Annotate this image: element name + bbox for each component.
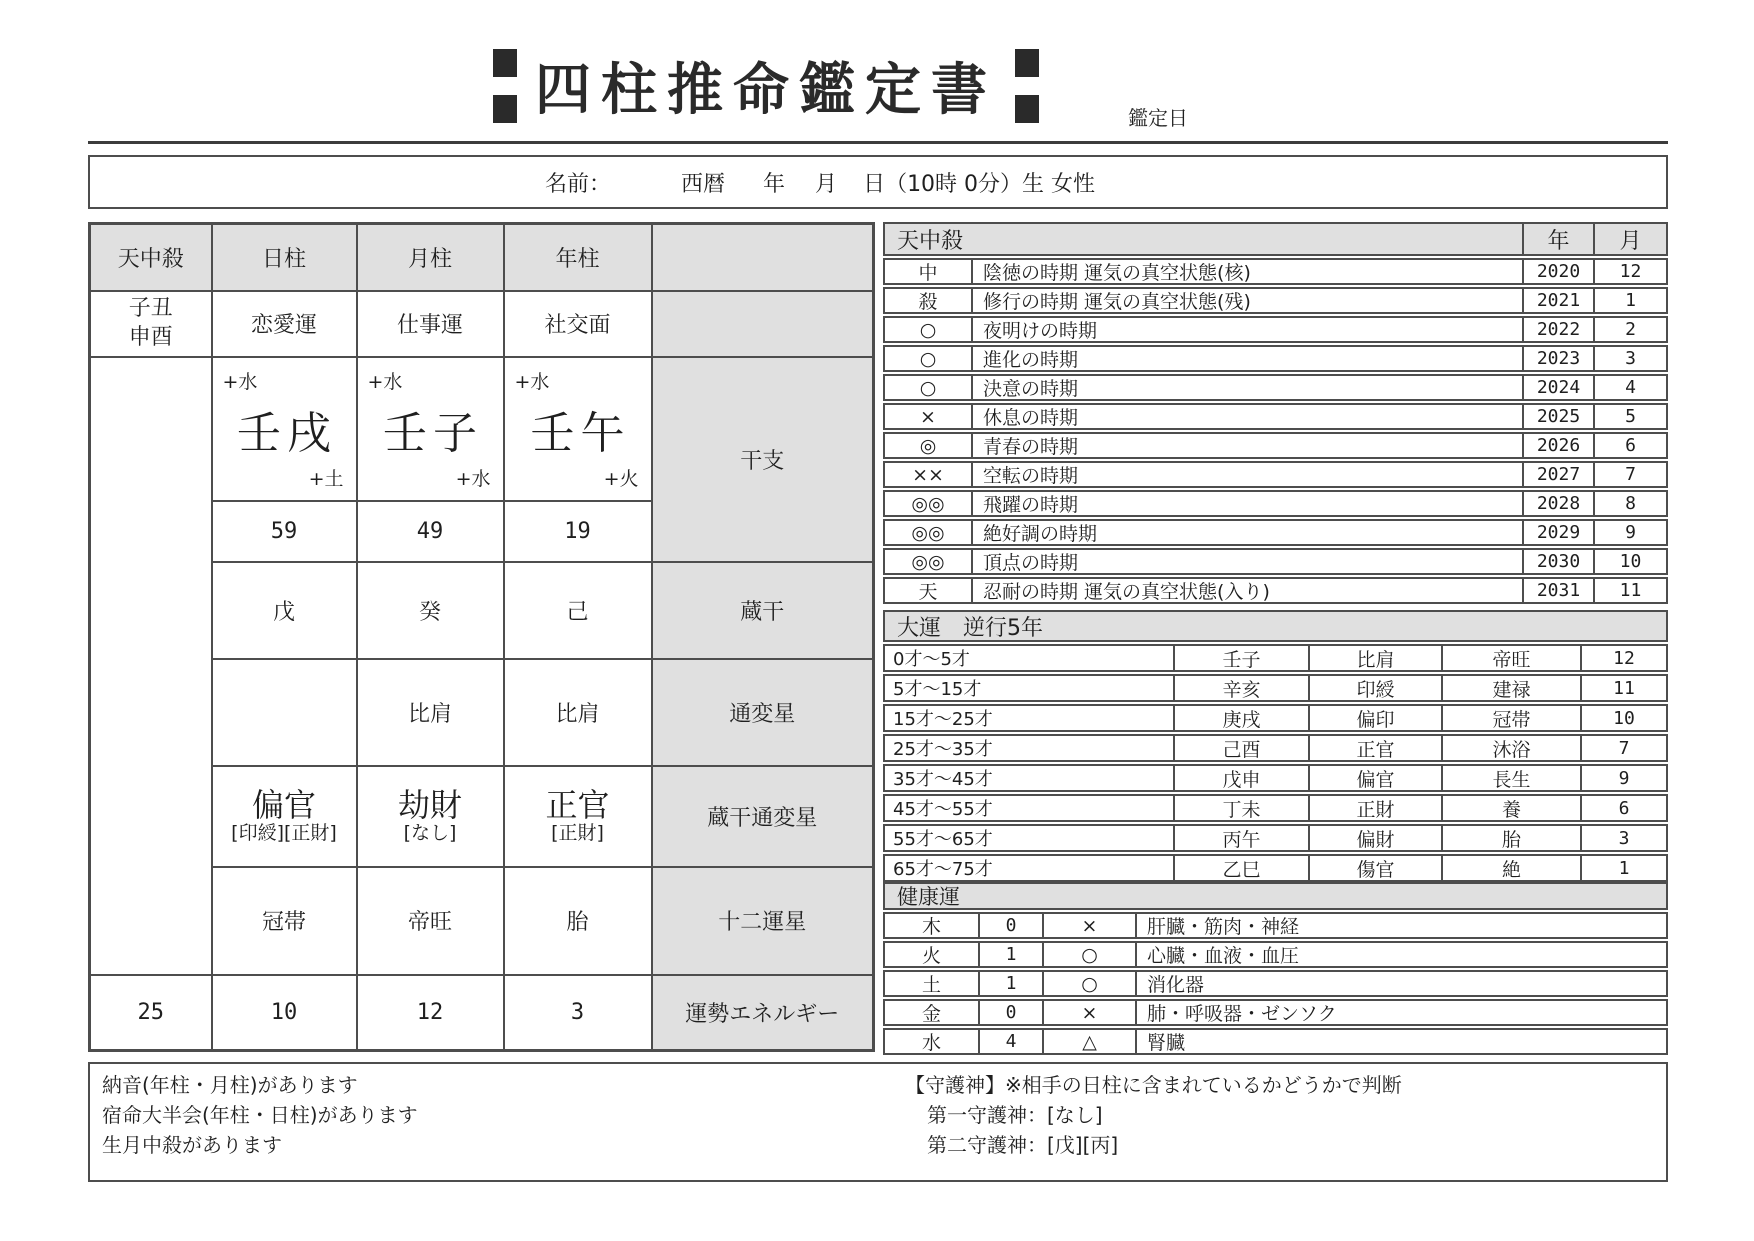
health-mark: ○: [1042, 972, 1135, 995]
zokan-tsuhensei-day-sub: [印綬][正財]: [231, 822, 337, 845]
daiun-age: 45才～55才: [893, 799, 993, 820]
health-element: 水: [921, 1032, 941, 1053]
forecast-desc: 夜明けの時期: [971, 318, 1522, 341]
daiun-kanshi: 丙午: [1173, 826, 1308, 850]
forecast-desc: 陰徳の時期 運気の真空状態(核): [971, 260, 1522, 283]
label-column-blank-header: [652, 224, 874, 291]
name-label: 名前：: [545, 171, 612, 197]
forecast-row: [883, 403, 1668, 430]
forecast-desc: 進化の時期: [971, 347, 1522, 370]
zokan-tsuhensei-month-main: 劫財: [397, 785, 462, 824]
health-row: [883, 1028, 1668, 1055]
element-bottom-month: +水: [455, 467, 491, 490]
daiun-kanshi: 庚戌: [1173, 706, 1308, 730]
element-top-year: +水: [514, 370, 550, 393]
forecast-row: [883, 345, 1668, 372]
forecast-month: 3: [1593, 347, 1666, 370]
forecast-mark: ◎◎: [911, 550, 945, 573]
row-label-kanshi: 干支: [652, 357, 874, 562]
col-header-tenchusatsu: 天中殺: [90, 224, 212, 291]
energy-row: [90, 975, 874, 1051]
forecast-row: [883, 287, 1668, 314]
daiun-energy: 12: [1580, 646, 1666, 670]
aspect-month: 仕事運: [357, 291, 504, 357]
forecast-year: 2025: [1522, 405, 1593, 428]
tsuhensei-day: [212, 659, 357, 766]
daiun-juni-unsei: 胎: [1441, 826, 1580, 850]
forecast-row: [883, 548, 1668, 575]
label-column-blank: [652, 291, 874, 357]
kanshi-day: 壬戌: [237, 407, 337, 459]
pillar-cell-month: [357, 357, 504, 501]
daiun-energy: 10: [1580, 706, 1666, 730]
guardian-note: 第二守護神：[戊][丙]: [927, 1133, 1119, 1157]
title-underline: [88, 141, 1668, 144]
health-row: [883, 941, 1668, 968]
daiun-tsuhensei: 偏印: [1308, 706, 1441, 730]
daiun-tsuhensei: 印綬: [1308, 676, 1441, 700]
footer-left-notes: [102, 1070, 418, 1160]
element-bottom-year: +火: [603, 467, 639, 490]
forecast-mark: ○: [919, 318, 937, 341]
health-mark: ×: [1042, 914, 1135, 937]
month-column-header: 月: [1593, 224, 1666, 254]
daiun-section-header: [883, 610, 1668, 642]
health-count: 1: [978, 972, 1042, 995]
health-count: 0: [978, 914, 1042, 937]
forecast-year: 2026: [1522, 434, 1593, 457]
daiun-tsuhensei: 偏財: [1308, 826, 1441, 850]
daiun-tsuhensei: 傷官: [1308, 856, 1441, 880]
daiun-age: 5才～15才: [893, 679, 982, 700]
tsuhensei-month: 比肩: [357, 659, 504, 766]
forecast-year: 2022: [1522, 318, 1593, 341]
page-title: 四柱推命鑑定書: [535, 58, 997, 123]
daiun-energy: 6: [1580, 796, 1666, 820]
tenchusatsu-value: [90, 291, 212, 357]
health-mark: △: [1042, 1030, 1135, 1053]
daiun-age: 25才～35才: [893, 739, 993, 760]
pillar-table: [88, 222, 875, 1052]
daiun-kanshi: 丁未: [1173, 796, 1308, 820]
month-label: 月: [815, 171, 838, 197]
forecast-row: [883, 577, 1668, 604]
forecast-row: [883, 519, 1668, 546]
daiun-row: [883, 674, 1668, 702]
zokan-tsuhensei-day-main: 偏官: [251, 785, 316, 824]
tenchusatsu-line2: 申酉: [128, 324, 173, 350]
forecast-month: 7: [1593, 463, 1666, 486]
pillar-cell-year: [504, 357, 652, 501]
daiun-juni-unsei: 絶: [1441, 856, 1580, 880]
forecast-year: 2023: [1522, 347, 1593, 370]
health-section-header: [883, 882, 1668, 910]
daiun-row: [883, 734, 1668, 762]
appraisal-date-label: 鑑定日: [1128, 106, 1188, 130]
element-bottom-day: +土: [308, 467, 344, 490]
row-label-energy: 運勢エネルギー: [652, 975, 874, 1051]
forecast-desc: 青春の時期: [971, 434, 1522, 457]
element-top-month: +水: [367, 370, 403, 393]
daiun-age: 35才～45才: [893, 769, 993, 790]
health-element: 火: [921, 945, 941, 966]
forecast-month: 4: [1593, 376, 1666, 399]
daiun-tsuhensei: 比肩: [1308, 646, 1441, 670]
row-label-zokan: 蔵干: [652, 562, 874, 659]
footer-note: 納音(年柱・月柱)があります: [102, 1073, 358, 1097]
forecast-month: 5: [1593, 405, 1666, 428]
kanshi-month: 壬子: [383, 407, 483, 459]
daiun-tsuhensei: 偏官: [1308, 766, 1441, 790]
health-organs: 肺・呼吸器・ゼンソク: [1135, 1001, 1666, 1024]
footer-note: 生月中殺があります: [102, 1133, 282, 1157]
zokan-day: 戊: [212, 562, 357, 659]
tenchusatsu-forecast-section: [883, 222, 1668, 606]
juni-unsei-day: 冠帯: [212, 867, 357, 975]
health-organs: 腎臓: [1135, 1030, 1666, 1053]
forecast-desc: 空転の時期: [971, 463, 1522, 486]
daiun-juni-unsei: 沐浴: [1441, 736, 1580, 760]
aspect-row: [90, 291, 874, 357]
daiun-row: [883, 854, 1668, 882]
juni-unsei-month: 帝旺: [357, 867, 504, 975]
forecast-row: [883, 490, 1668, 517]
zokan-tsuhensei-year: [504, 766, 652, 867]
forecast-mark: ○: [919, 347, 937, 370]
daiun-energy: 11: [1580, 676, 1666, 700]
zokan-tsuhensei-month: [357, 766, 504, 867]
health-organs: 消化器: [1135, 972, 1666, 995]
health-row: [883, 970, 1668, 997]
daiun-juni-unsei: 帝旺: [1441, 646, 1580, 670]
birth-rest-label: 日（10時 0分）生 女性: [863, 171, 1096, 197]
forecast-desc: 決意の時期: [971, 376, 1522, 399]
forecast-desc: 飛躍の時期: [971, 492, 1522, 515]
daiun-row: [883, 764, 1668, 792]
zokan-tsuhensei-month-sub: [なし]: [403, 822, 457, 845]
forecast-mark: ××: [912, 463, 944, 486]
daiun-juni-unsei: 冠帯: [1441, 706, 1580, 730]
pillar-cell-day: [212, 357, 357, 501]
footer-guardian-notes: [905, 1070, 1402, 1160]
daiun-tsuhensei: 正財: [1308, 796, 1441, 820]
health-count: 4: [978, 1030, 1042, 1053]
energy-day: 10: [212, 975, 357, 1051]
daiun-energy: 7: [1580, 736, 1666, 760]
forecast-mark: ◎◎: [911, 521, 945, 544]
kanshi-number-month: 49: [357, 501, 504, 562]
zokan-tsuhensei-day: [212, 766, 357, 867]
daiun-kanshi: 乙巳: [1173, 856, 1308, 880]
forecast-desc: 忍耐の時期 運気の真空状態(入り): [971, 579, 1522, 602]
forecast-year: 2024: [1522, 376, 1593, 399]
forecast-row: [883, 461, 1668, 488]
daiun-energy: 9: [1580, 766, 1666, 790]
daiun-juni-unsei: 長生: [1441, 766, 1580, 790]
tenchusatsu-line1: 子丑: [128, 295, 173, 321]
forecast-row: [883, 258, 1668, 285]
col-header-month-pillar: 月柱: [357, 224, 504, 291]
forecast-row: [883, 432, 1668, 459]
col-header-year-pillar: 年柱: [504, 224, 652, 291]
tenchusatsu-section-title: 天中殺: [897, 228, 964, 254]
row-label-juni-unsei: 十二運星: [652, 867, 874, 975]
daiun-row: [883, 824, 1668, 852]
tenchusatsu-section-header: [883, 222, 1668, 256]
forecast-mark: 天: [918, 581, 938, 602]
forecast-desc: 休息の時期: [971, 405, 1522, 428]
forecast-month: 9: [1593, 521, 1666, 544]
forecast-month: 12: [1593, 260, 1666, 283]
aspect-year: 社交面: [504, 291, 652, 357]
year-column-header: 年: [1522, 224, 1593, 254]
health-organs: 肝臓・筋肉・神経: [1135, 914, 1666, 937]
daiun-section-title: 大運 逆行5年: [897, 615, 1043, 641]
daiun-tsuhensei: 正官: [1308, 736, 1441, 760]
health-count: 1: [978, 943, 1042, 966]
kanshi-year: 壬午: [530, 407, 631, 459]
zokan-month: 癸: [357, 562, 504, 659]
forecast-year: 2028: [1522, 492, 1593, 515]
daiun-section: [883, 610, 1668, 884]
daiun-age: 55才～65才: [893, 829, 993, 850]
forecast-mark: ◎: [919, 434, 937, 457]
forecast-year: 2030: [1522, 550, 1593, 573]
health-row: [883, 912, 1668, 939]
document-title-row: [493, 46, 1039, 126]
tsuhensei-year: 比肩: [504, 659, 652, 766]
daiun-age: 65才～75才: [893, 859, 993, 880]
forecast-month: 1: [1593, 289, 1666, 312]
kanshi-row: [90, 357, 874, 501]
forecast-mark: ×: [920, 405, 936, 428]
daiun-age: 0才～5才: [893, 649, 970, 670]
forecast-month: 6: [1593, 434, 1666, 457]
energy-month: 12: [357, 975, 504, 1051]
forecast-year: 2029: [1522, 521, 1593, 544]
daiun-age: 15才～25才: [893, 709, 993, 730]
daiun-row: [883, 794, 1668, 822]
forecast-month: 10: [1593, 550, 1666, 573]
zokan-tsuhensei-year-main: 正官: [545, 785, 610, 824]
forecast-row: [883, 316, 1668, 343]
kanshi-number-day: 59: [212, 501, 357, 562]
forecast-month: 11: [1593, 579, 1666, 602]
daiun-kanshi: 戊申: [1173, 766, 1308, 790]
row-label-tsuhensei: 通変星: [652, 659, 874, 766]
daiun-energy: 1: [1580, 856, 1666, 880]
element-top-day: +水: [222, 370, 258, 393]
health-element: 金: [921, 1003, 941, 1024]
daiun-energy: 3: [1580, 826, 1666, 850]
zokan-tsuhensei-year-sub: [正財]: [551, 822, 604, 845]
row-label-zokan-tsuhensei: 蔵干通変星: [652, 766, 874, 867]
forecast-year: 2021: [1522, 289, 1593, 312]
kanshi-number-year: 19: [504, 501, 652, 562]
juni-unsei-year: 胎: [504, 867, 652, 975]
health-section: [883, 882, 1668, 1057]
footer-note: 宿命大半会(年柱・日柱)があります: [102, 1103, 418, 1127]
health-element: 木: [921, 916, 941, 937]
forecast-mark: 中: [918, 262, 938, 283]
forecast-year: 2027: [1522, 463, 1593, 486]
forecast-desc: 頂点の時期: [971, 550, 1522, 573]
forecast-year: 2020: [1522, 260, 1593, 283]
col-header-day-pillar: 日柱: [212, 224, 357, 291]
health-element: 土: [921, 974, 941, 995]
daiun-kanshi: 己酉: [1173, 736, 1308, 760]
zokan-year: 己: [504, 562, 652, 659]
guardian-note: 【守護神】※相手の日柱に含まれているかどうかで判断: [905, 1073, 1402, 1097]
forecast-month: 2: [1593, 318, 1666, 341]
energy-year: 3: [504, 975, 652, 1051]
daiun-row: [883, 644, 1668, 672]
daiun-juni-unsei: 養: [1441, 796, 1580, 820]
daiun-juni-unsei: 建禄: [1441, 676, 1580, 700]
title-decoration-squares-right-icon: [1015, 49, 1039, 123]
tenchusatsu-empty-cell: [90, 357, 212, 975]
pillar-table-header-row: [90, 224, 874, 291]
health-mark: ○: [1042, 943, 1135, 966]
health-organs: 心臓・血液・血圧: [1135, 943, 1666, 966]
forecast-year: 2031: [1522, 579, 1593, 602]
year-label: 年: [763, 171, 786, 197]
forecast-mark: ◎◎: [911, 492, 945, 515]
calendar-label: 西暦: [681, 171, 726, 197]
forecast-month: 8: [1593, 492, 1666, 515]
forecast-desc: 絶好調の時期: [971, 521, 1522, 544]
forecast-mark: 殺: [918, 291, 938, 312]
health-section-title: 健康運: [897, 885, 960, 909]
aspect-day: 恋愛運: [212, 291, 357, 357]
name-bar: [88, 155, 1668, 209]
health-row: [883, 999, 1668, 1026]
title-decoration-squares-left-icon: [493, 49, 517, 123]
guardian-note: 第一守護神：[なし]: [927, 1103, 1103, 1127]
footer-notes-box: [88, 1062, 1668, 1182]
health-mark: ×: [1042, 1001, 1135, 1024]
daiun-kanshi: 辛亥: [1173, 676, 1308, 700]
forecast-row: [883, 374, 1668, 401]
daiun-kanshi: 壬子: [1173, 646, 1308, 670]
forecast-mark: ○: [919, 376, 937, 399]
forecast-desc: 修行の時期 運気の真空状態(残): [971, 289, 1522, 312]
health-count: 0: [978, 1001, 1042, 1024]
energy-tenchusatsu: 25: [90, 975, 212, 1051]
daiun-row: [883, 704, 1668, 732]
